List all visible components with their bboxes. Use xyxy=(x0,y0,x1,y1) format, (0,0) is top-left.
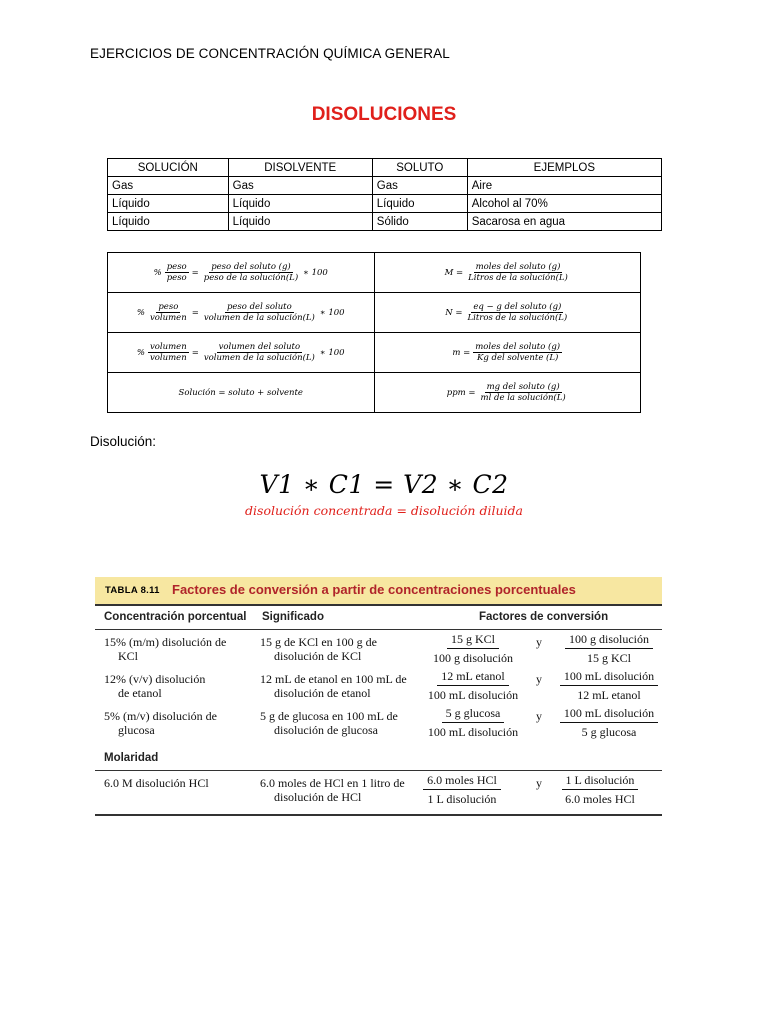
formula-normality xyxy=(374,293,641,333)
section-heading: Molaridad xyxy=(104,752,159,764)
formula-text: % xyxy=(136,307,145,318)
table-cell: 5% (m/v) disolución de xyxy=(104,709,217,723)
table-divider xyxy=(95,629,662,630)
conversion-factor xyxy=(557,706,661,740)
table-bottom-rule xyxy=(95,814,662,816)
formula-text: volumen de la solución(L) xyxy=(203,313,315,323)
column-header: SOLUTO xyxy=(372,159,467,177)
factor-numerator: 5 g glucosa xyxy=(442,706,505,723)
formula-ppm xyxy=(374,373,641,413)
table-cell: Líquido xyxy=(228,213,372,231)
column-header: SOLUCIÓN xyxy=(108,159,229,177)
column-header: Concentración porcentual xyxy=(104,611,247,623)
table-cell: Sólido xyxy=(372,213,467,231)
table-cell: 12% (v/v) disolución xyxy=(104,672,206,686)
table-cell xyxy=(260,635,377,663)
table-cell-text: disolución de glucosa xyxy=(274,723,378,737)
factor-denominator: 100 mL disolución xyxy=(427,688,519,702)
table-cell-text: 12 mL de etanol en 100 mL de xyxy=(260,672,407,686)
table-cell: Aire xyxy=(467,177,661,195)
table-cell: Sacarosa en agua xyxy=(467,213,661,231)
formula-text: peso xyxy=(158,302,179,312)
formula-text: % xyxy=(136,347,145,358)
table-cell xyxy=(260,672,407,700)
formula-text: M = xyxy=(444,267,464,278)
factor-numerator: 1 L disolución xyxy=(562,773,639,790)
formula-text: volumen xyxy=(150,313,187,323)
formula-text: = xyxy=(191,347,199,358)
column-header: Factores de conversión xyxy=(479,611,609,623)
table-cell-text: disolución de HCl xyxy=(274,790,362,804)
formula-text: N = xyxy=(445,307,463,318)
factor-denominator: 6.0 moles HCl xyxy=(565,792,635,806)
solution-types-table xyxy=(107,158,662,231)
conjunction-text: y xyxy=(536,635,542,649)
table-cell: Líquido xyxy=(108,213,229,231)
table-cell xyxy=(260,709,398,737)
column-header: Significado xyxy=(262,611,324,623)
document-header: EJERCICIOS DE CONCENTRACIÓN QUÍMICA GENERAL xyxy=(90,46,450,61)
table-cell: Alcohol al 70% xyxy=(467,195,661,213)
table-title: Factores de conversión a partir de concentraciones porcentuales xyxy=(172,582,576,597)
table-cell: Líquido xyxy=(372,195,467,213)
formula-text: ppm = xyxy=(446,387,476,398)
table-cell: 6.0 M disolución HCl xyxy=(104,776,209,790)
formula-text: moles del soluto (g) xyxy=(475,262,561,272)
factor-numerator: 100 mL disolución xyxy=(560,706,658,723)
formula-text: ∗ 100 xyxy=(319,307,345,318)
table-cell: Líquido xyxy=(108,195,229,213)
formula-text: mg del soluto (g) xyxy=(486,382,560,392)
factor-numerator: 12 mL etanol xyxy=(437,669,509,686)
table-cell xyxy=(260,776,405,804)
formula-text: peso del soluto xyxy=(226,302,292,312)
conversion-factor xyxy=(560,773,640,807)
formula-text: ml de la solución(L) xyxy=(480,393,566,403)
table-cell: glucosa xyxy=(118,723,155,737)
table-number: TABLA 8.11 xyxy=(105,585,160,596)
formula-percent-volume xyxy=(108,333,375,373)
formula-molarity xyxy=(374,253,641,293)
formula-text: Litros de la solución(L) xyxy=(467,313,568,323)
formula-text: Kg del solvente (L) xyxy=(477,353,559,363)
formula-text: moles del soluto (g) xyxy=(475,342,561,352)
factor-denominator: 5 g glucosa xyxy=(581,725,637,739)
table-cell-text: 6.0 moles de HCl en 1 litro de xyxy=(260,776,405,790)
formula-text: volumen del soluto xyxy=(218,342,301,352)
factor-numerator: 100 mL disolución xyxy=(560,669,658,686)
formula-table xyxy=(107,252,641,413)
factor-denominator: 100 g disolución xyxy=(433,651,513,665)
conjunction-text: y xyxy=(536,672,542,686)
conversion-factor xyxy=(420,632,526,666)
dilution-heading: Disolución: xyxy=(90,434,157,449)
formula-text: eq − g del soluto (g) xyxy=(473,302,562,312)
conversion-factor xyxy=(420,706,526,740)
conversion-factor xyxy=(420,669,526,703)
table-cell-text: 5 g de glucosa en 100 mL de xyxy=(260,709,398,723)
table-row xyxy=(104,672,205,700)
formula-percent-mass-volume xyxy=(108,293,375,333)
formula-text: Litros de la solución(L) xyxy=(468,273,568,283)
conversion-factor xyxy=(557,632,661,666)
formula-text: = xyxy=(191,267,199,278)
formula-text: volumen xyxy=(150,353,187,363)
formula-solution-definition: Solución = soluto + solvente xyxy=(108,373,375,413)
factor-numerator: 15 g KCl xyxy=(447,632,499,649)
factor-denominator: 15 g KCl xyxy=(586,651,631,665)
table-cell: Gas xyxy=(108,177,229,195)
formula-text: ∗ 100 xyxy=(303,267,328,278)
conversion-factor xyxy=(420,773,504,807)
table-cell: de etanol xyxy=(118,686,162,700)
conjunction-text: y xyxy=(536,776,542,790)
conversion-table-title-bar xyxy=(95,577,662,606)
page-title: DISOLUCIONES xyxy=(311,104,457,125)
dilution-equation: V1 ∗ C1 = V2 ∗ C2 xyxy=(259,470,509,499)
formula-text: ∗ 100 xyxy=(319,347,345,358)
conversion-factor xyxy=(557,669,661,703)
factor-numerator: 6.0 moles HCl xyxy=(423,773,501,790)
table-cell-text: 15 g de KCl en 100 g de xyxy=(260,635,377,649)
formula-text: = xyxy=(191,307,199,318)
factor-numerator: 100 g disolución xyxy=(565,632,653,649)
table-cell-text: disolución de KCl xyxy=(274,649,362,663)
formula-text: m = xyxy=(452,347,471,358)
formula-text: peso de la solución(L) xyxy=(203,273,299,283)
factor-denominator: 100 mL disolución xyxy=(427,725,519,739)
formula-percent-mass xyxy=(108,253,375,293)
table-cell: Gas xyxy=(372,177,467,195)
table-row xyxy=(108,195,662,213)
table-row xyxy=(104,635,226,663)
factor-denominator: 1 L disolución xyxy=(427,792,497,806)
conjunction-text: y xyxy=(536,709,542,723)
formula-text: volumen xyxy=(150,342,187,352)
formula-text: peso xyxy=(166,262,187,272)
table-cell: 15% (m/m) disolución de xyxy=(104,635,227,649)
dilution-equation-caption: disolución concentrada = disolución diluida xyxy=(245,503,523,518)
table-cell: Gas xyxy=(228,177,372,195)
table-cell: KCl xyxy=(118,649,139,663)
formula-text: peso xyxy=(166,273,187,283)
table-cell: Líquido xyxy=(228,195,372,213)
formula-text: % xyxy=(153,267,162,278)
table-row xyxy=(108,213,662,231)
column-header: EJEMPLOS xyxy=(467,159,661,177)
table-cell-text: disolución de etanol xyxy=(274,686,371,700)
column-header: DISOLVENTE xyxy=(228,159,372,177)
formula-text: volumen de la solución(L) xyxy=(203,353,315,363)
table-row xyxy=(104,709,217,737)
formula-molality xyxy=(374,333,641,373)
factor-denominator: 12 mL etanol xyxy=(577,688,641,702)
table-divider xyxy=(95,770,662,771)
formula-text: peso del soluto (g) xyxy=(211,262,291,272)
table-header-row xyxy=(108,159,662,177)
table-row xyxy=(108,177,662,195)
